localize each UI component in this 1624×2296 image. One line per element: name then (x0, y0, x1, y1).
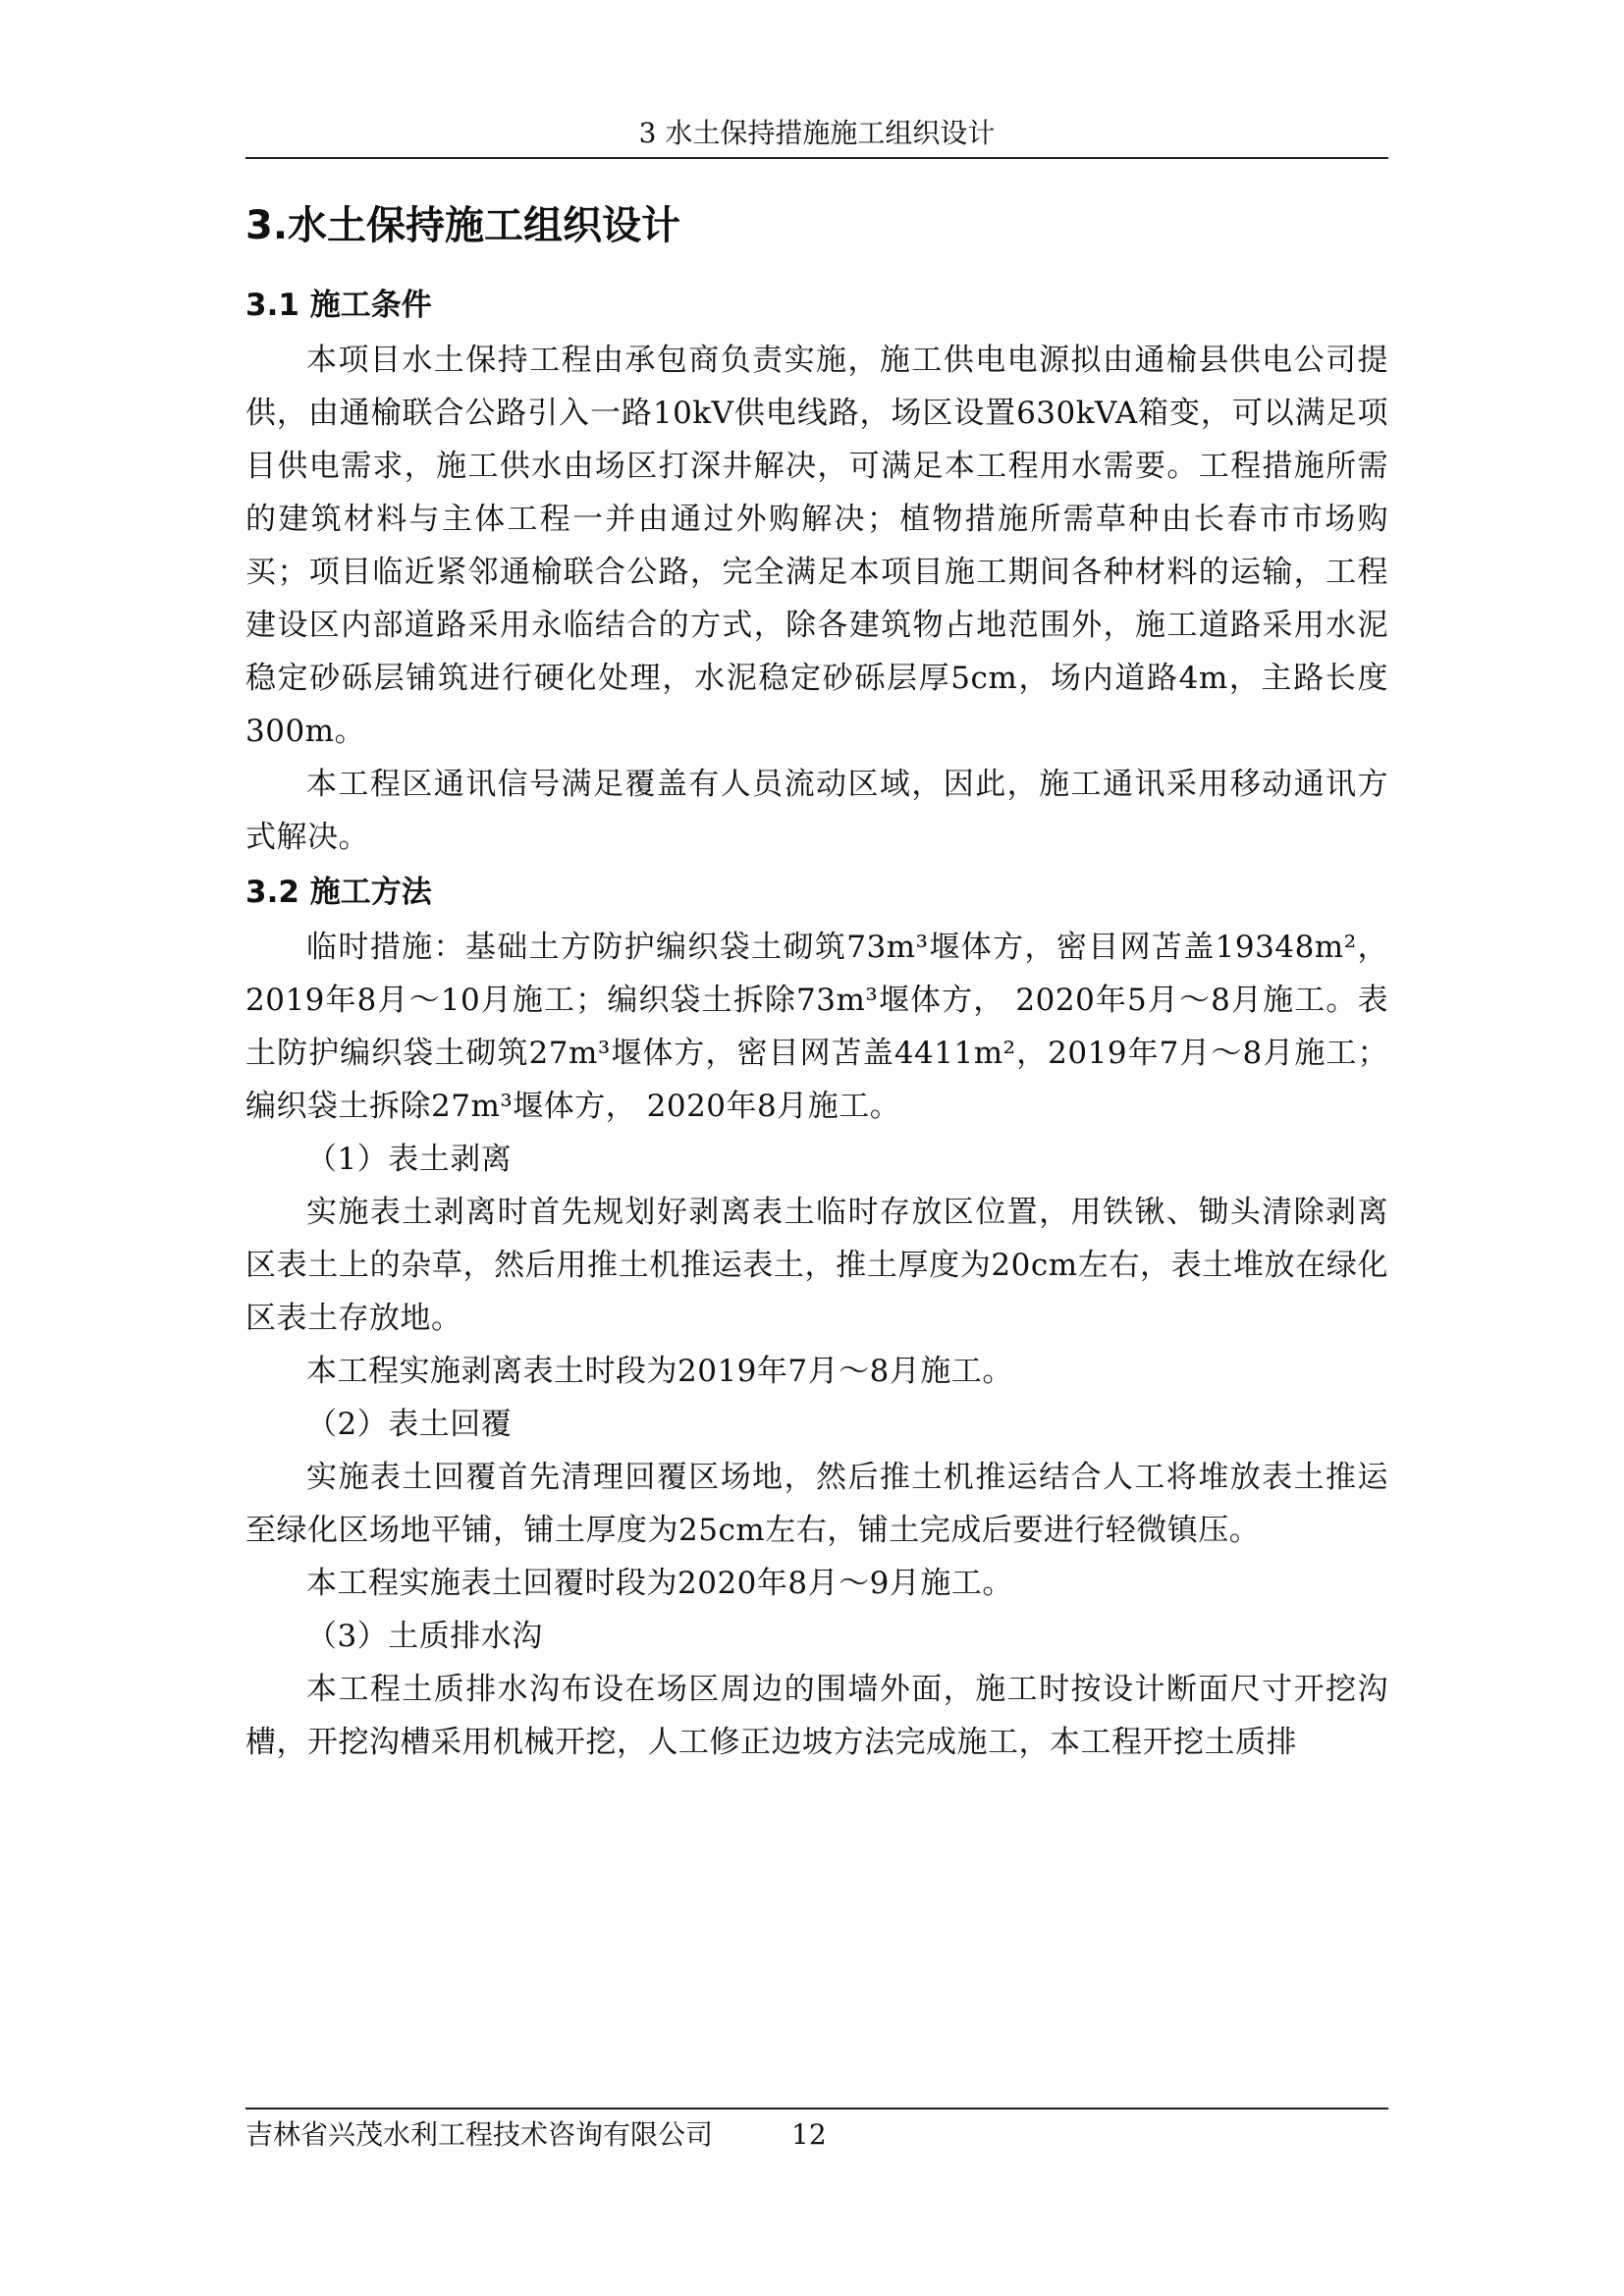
running-header: 3 水土保持措施施工组织设计 (638, 117, 996, 149)
footer-rule (245, 2108, 1388, 2109)
paragraph: 本项目水土保持工程由承包商负责实施，施工供电电源拟由通榆县供电公司提供，由通榆联合公路引入一路10kV供电线路，场区设置630kVA箱变，可以满足项目供电需求，施工供水由场区打深井解决，可满足本工程用水需要。工程措施所需的建筑材料与主体工程一并由通过外购解决；植物措施所需草种由长春市市场购买；项目临近紧邻通榆联合公路，完全满足本项目施工期间各种材料的运输，工程建设区内部道路采用永临结合的方式，除各建筑物占地范围外，施工道路采用水泥稳定砂砾层铺筑进行硬化处理，水泥稳定砂砾层厚5cm，场内道路4m，主路长度300m。 (245, 343, 1388, 749)
header-rule (245, 157, 1388, 159)
page-footer (245, 2116, 827, 2154)
subsection-heading: （2）表土回覆 (306, 1407, 513, 1442)
paragraph: 本工程区通讯信号满足覆盖有人员流动区域，因此，施工通讯采用移动通讯方式解决。 (245, 767, 1388, 855)
section-heading-3-1: 3.1 施工条件 (245, 288, 432, 323)
chapter-title: 3.水土保持施工组织设计 (245, 203, 681, 248)
paragraph: 实施表土剥离时首先规划好剥离表土临时存放区位置，用铁锹、锄头清除剥离区表土上的杂草，然后用推土机推运表土，推土厚度为20cm左右，表土堆放在绿化区表土存放地。 (245, 1195, 1388, 1336)
subsection-heading: （1）表土剥离 (306, 1142, 513, 1177)
paragraph: 本工程土质排水沟布设在场区周边的围墙外面，施工时按设计断面尺寸开挖沟槽，开挖沟槽采用机械开挖，人工修正边坡方法完成施工，本工程开挖土质排 (245, 1672, 1388, 1760)
paragraph: 本工程实施表土回覆时段为2020年8月～9月施工。 (306, 1566, 1013, 1601)
section-heading-3-2: 3.2 施工方法 (245, 875, 432, 910)
footer-company: 吉林省兴茂水利工程技术咨询有限公司 (245, 2118, 714, 2151)
paragraph: 实施表土回覆首先清理回覆区场地，然后推土机推运结合人工将堆放表土推运至绿化区场地平铺，铺土厚度为25cm左右，铺土完成后要进行轻微镇压。 (245, 1460, 1388, 1548)
page-body (245, 196, 1388, 1769)
paragraph: 临时措施：基础土方防护编织袋土砌筑73m³堰体方，密目网苫盖19348m²，2019年8月～10月施工；编织袋土拆除73m³堰体方， 2020年5月～8月施工。表土防护编织袋土砌筑27m³堰体方，密目网苫盖4411m²，2019年7月～8月施工；编织袋土拆除27m³堰体方， 2020年8月施工。 (245, 930, 1388, 1124)
page-number: 12 (791, 2118, 827, 2151)
subsection-heading: （3）土质排水沟 (306, 1619, 543, 1654)
paragraph: 本工程实施剥离表土时段为2019年7月～8月施工。 (306, 1354, 1013, 1389)
